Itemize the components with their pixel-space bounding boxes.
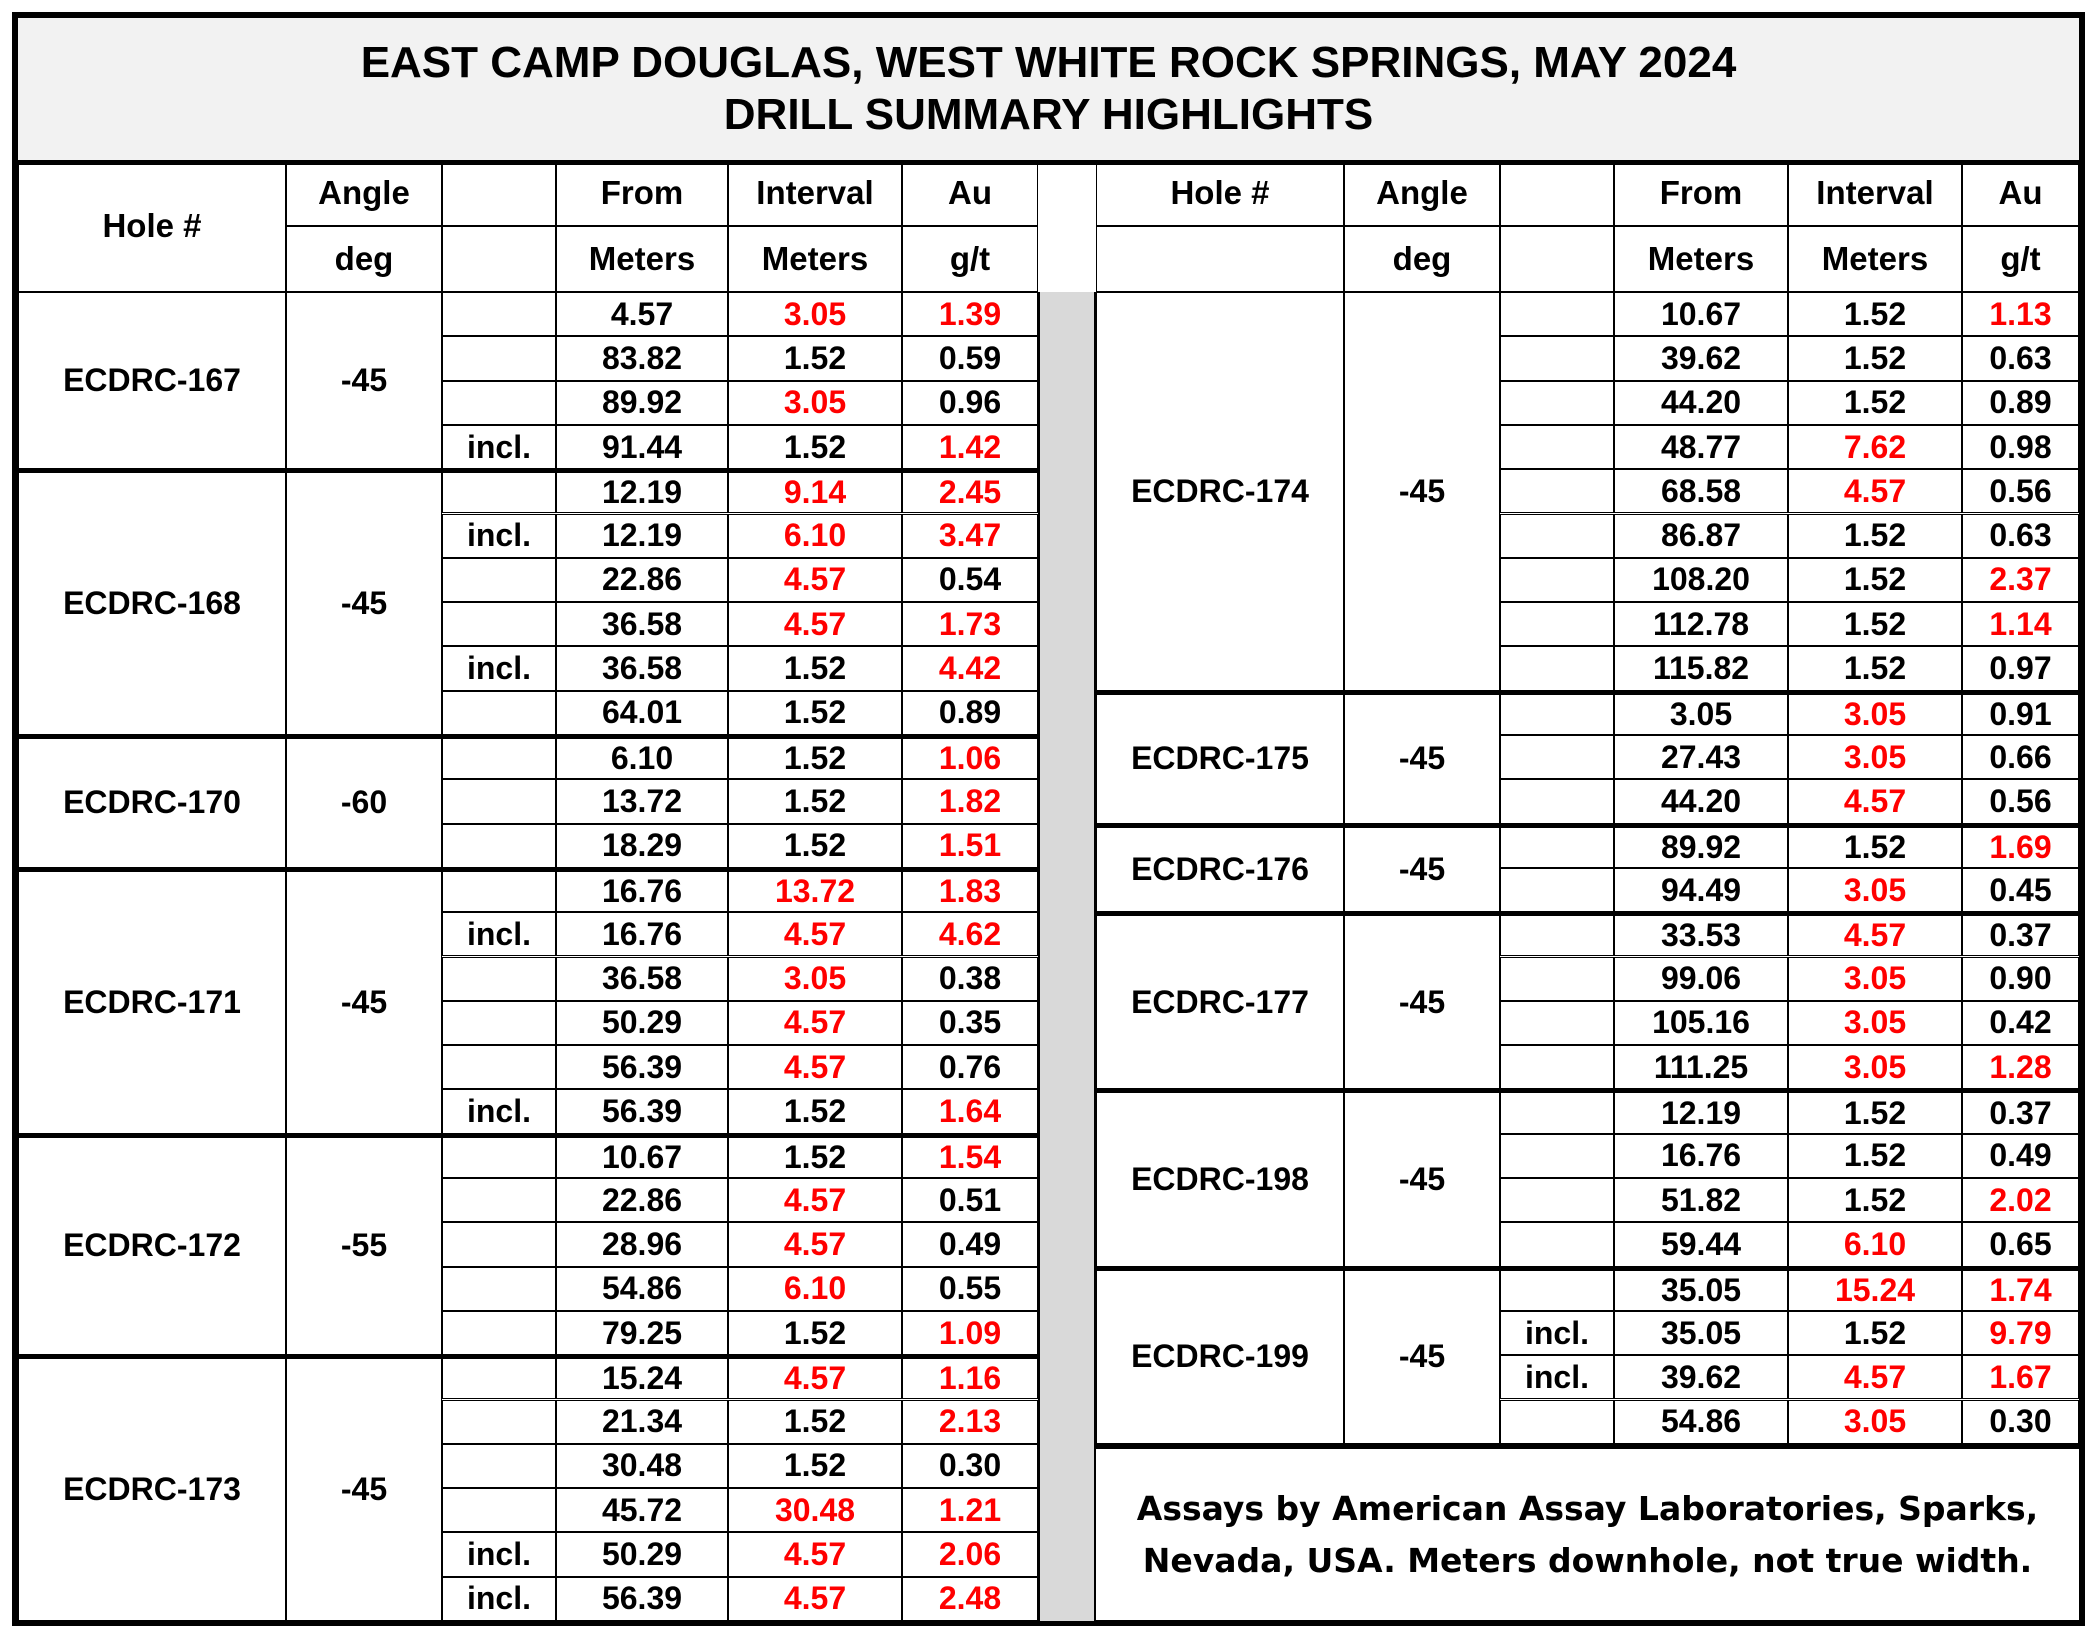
column-divider xyxy=(1038,292,1096,1621)
au-cell: 1.51 xyxy=(902,824,1038,868)
incl-cell xyxy=(442,691,556,735)
au-cell: 1.54 xyxy=(902,1134,1038,1178)
incl-cell xyxy=(1500,514,1614,558)
from-cell: 10.67 xyxy=(1614,292,1788,336)
hole-id-cell: ECDRC-174 xyxy=(1096,292,1344,691)
from-cell: 89.92 xyxy=(556,381,728,425)
interval-cell: 9.14 xyxy=(728,469,902,513)
from-cell: 13.72 xyxy=(556,779,728,823)
interval-cell: 4.57 xyxy=(728,1001,902,1045)
interval-cell: 4.57 xyxy=(728,1577,902,1621)
au-cell: 0.42 xyxy=(1962,1001,2079,1045)
hole-angle-cell: -45 xyxy=(286,292,442,469)
incl-cell xyxy=(442,1178,556,1222)
from-cell: 30.48 xyxy=(556,1444,728,1488)
note-line-2: Nevada, USA. Meters downhole, not true width. xyxy=(1142,1540,2033,1580)
from-cell: 12.19 xyxy=(556,514,728,558)
incl-cell xyxy=(1500,292,1614,336)
incl-cell xyxy=(1500,1178,1614,1222)
interval-cell: 4.57 xyxy=(728,912,902,956)
interval-cell: 1.52 xyxy=(728,1444,902,1488)
from-cell: 36.58 xyxy=(556,646,728,690)
interval-cell: 4.57 xyxy=(1788,912,1962,956)
from-cell: 115.82 xyxy=(1614,646,1788,690)
interval-cell: 4.57 xyxy=(728,1355,902,1399)
hole-angle-cell: -45 xyxy=(286,469,442,735)
incl-cell xyxy=(442,957,556,1001)
au-cell: 2.37 xyxy=(1962,558,2079,602)
incl-cell xyxy=(442,1311,556,1355)
interval-cell: 3.05 xyxy=(1788,735,1962,779)
incl-cell xyxy=(1500,336,1614,380)
from-cell: 3.05 xyxy=(1614,691,1788,735)
hole-id-cell: ECDRC-172 xyxy=(18,1134,286,1356)
incl-cell xyxy=(1500,1045,1614,1089)
from-cell: 39.62 xyxy=(1614,1355,1788,1399)
interval-cell: 1.52 xyxy=(728,779,902,823)
from-cell: 39.62 xyxy=(1614,336,1788,380)
incl-cell xyxy=(1500,868,1614,912)
from-cell: 22.86 xyxy=(556,558,728,602)
from-cell: 27.43 xyxy=(1614,735,1788,779)
incl-cell: incl. xyxy=(442,1089,556,1133)
incl-cell xyxy=(442,1355,556,1399)
interval-cell: 1.52 xyxy=(1788,336,1962,380)
from-cell: 4.57 xyxy=(556,292,728,336)
au-cell: 0.35 xyxy=(902,1001,1038,1045)
incl-cell xyxy=(1500,425,1614,469)
incl-cell: incl. xyxy=(442,1532,556,1576)
header-interval-unit: Meters xyxy=(1788,226,1962,292)
from-cell: 36.58 xyxy=(556,957,728,1001)
interval-cell: 1.52 xyxy=(728,425,902,469)
interval-cell: 13.72 xyxy=(728,868,902,912)
interval-cell: 4.57 xyxy=(728,1222,902,1266)
interval-cell: 4.57 xyxy=(728,1045,902,1089)
interval-cell: 1.52 xyxy=(728,735,902,779)
incl-cell xyxy=(442,1222,556,1266)
au-cell: 1.14 xyxy=(1962,602,2079,646)
au-cell: 0.38 xyxy=(902,957,1038,1001)
interval-cell: 3.05 xyxy=(1788,1400,1962,1444)
au-cell: 0.37 xyxy=(1962,1089,2079,1133)
interval-cell: 3.05 xyxy=(1788,1045,1962,1089)
au-cell: 1.39 xyxy=(902,292,1038,336)
from-cell: 18.29 xyxy=(556,824,728,868)
incl-cell xyxy=(442,1045,556,1089)
incl-cell: incl. xyxy=(442,1577,556,1621)
incl-cell xyxy=(1500,912,1614,956)
incl-cell xyxy=(1500,602,1614,646)
from-cell: 16.76 xyxy=(1614,1134,1788,1178)
au-cell: 0.30 xyxy=(1962,1400,2079,1444)
hole-angle-cell: -45 xyxy=(286,1355,442,1621)
interval-cell: 4.57 xyxy=(728,558,902,602)
interval-cell: 1.52 xyxy=(728,1311,902,1355)
from-cell: 91.44 xyxy=(556,425,728,469)
hole-angle-cell: -45 xyxy=(1344,691,1500,824)
incl-cell xyxy=(442,1134,556,1178)
header-au: Au xyxy=(902,160,1038,226)
interval-cell: 3.05 xyxy=(1788,957,1962,1001)
header-au: Au xyxy=(1962,160,2079,226)
au-cell: 0.76 xyxy=(902,1045,1038,1089)
hole-angle-cell: -45 xyxy=(1344,1267,1500,1444)
incl-cell xyxy=(1500,779,1614,823)
from-cell: 86.87 xyxy=(1614,514,1788,558)
header-incl-blank xyxy=(1500,226,1614,292)
incl-cell xyxy=(442,824,556,868)
interval-cell: 4.57 xyxy=(1788,779,1962,823)
note-line-1: Assays by American Assay Laboratories, Sparks, xyxy=(1136,1488,2039,1528)
interval-cell: 3.05 xyxy=(728,292,902,336)
interval-cell: 1.52 xyxy=(1788,381,1962,425)
au-cell: 1.21 xyxy=(902,1488,1038,1532)
au-cell: 3.47 xyxy=(902,514,1038,558)
incl-cell xyxy=(1500,957,1614,1001)
incl-cell: incl. xyxy=(442,912,556,956)
interval-cell: 30.48 xyxy=(728,1488,902,1532)
au-cell: 1.13 xyxy=(1962,292,2079,336)
incl-cell xyxy=(1500,558,1614,602)
interval-cell: 1.52 xyxy=(1788,558,1962,602)
au-cell: 0.30 xyxy=(902,1444,1038,1488)
incl-cell: incl. xyxy=(442,514,556,558)
header-interval-unit: Meters xyxy=(728,226,902,292)
table-title xyxy=(18,18,2079,165)
interval-cell: 1.52 xyxy=(1788,602,1962,646)
au-cell: 1.64 xyxy=(902,1089,1038,1133)
from-cell: 56.39 xyxy=(556,1045,728,1089)
from-cell: 35.05 xyxy=(1614,1267,1788,1311)
header-au-unit: g/t xyxy=(1962,226,2079,292)
interval-cell: 4.57 xyxy=(728,1178,902,1222)
interval-cell: 15.24 xyxy=(1788,1267,1962,1311)
from-cell: 35.05 xyxy=(1614,1311,1788,1355)
incl-cell xyxy=(442,1001,556,1045)
assay-note xyxy=(1096,1444,2079,1621)
incl-cell xyxy=(442,1488,556,1532)
incl-cell xyxy=(442,1267,556,1311)
interval-cell: 1.52 xyxy=(1788,1311,1962,1355)
incl-cell xyxy=(442,292,556,336)
interval-cell: 3.05 xyxy=(728,957,902,1001)
interval-cell: 1.52 xyxy=(1788,646,1962,690)
from-cell: 64.01 xyxy=(556,691,728,735)
interval-cell: 3.05 xyxy=(1788,1001,1962,1045)
from-cell: 56.39 xyxy=(556,1089,728,1133)
au-cell: 0.91 xyxy=(1962,691,2079,735)
incl-cell xyxy=(1500,1001,1614,1045)
interval-cell: 4.57 xyxy=(1788,469,1962,513)
from-cell: 68.58 xyxy=(1614,469,1788,513)
header-incl-blank xyxy=(442,160,556,226)
from-cell: 21.34 xyxy=(556,1400,728,1444)
interval-cell: 1.52 xyxy=(1788,514,1962,558)
au-cell: 0.51 xyxy=(902,1178,1038,1222)
header-au-unit: g/t xyxy=(902,226,1038,292)
from-cell: 99.06 xyxy=(1614,957,1788,1001)
incl-cell xyxy=(442,381,556,425)
from-cell: 111.25 xyxy=(1614,1045,1788,1089)
incl-cell xyxy=(442,1444,556,1488)
interval-cell: 3.05 xyxy=(728,381,902,425)
header-hole: Hole # xyxy=(18,160,286,292)
au-cell: 2.48 xyxy=(902,1577,1038,1621)
interval-cell: 1.52 xyxy=(728,646,902,690)
au-cell: 0.49 xyxy=(1962,1134,2079,1178)
from-cell: 12.19 xyxy=(556,469,728,513)
from-cell: 15.24 xyxy=(556,1355,728,1399)
hole-id-cell: ECDRC-171 xyxy=(18,868,286,1134)
from-cell: 6.10 xyxy=(556,735,728,779)
hole-id-cell: ECDRC-176 xyxy=(1096,824,1344,913)
from-cell: 50.29 xyxy=(556,1532,728,1576)
au-cell: 0.65 xyxy=(1962,1222,2079,1266)
incl-cell: incl. xyxy=(1500,1355,1614,1399)
incl-cell xyxy=(442,469,556,513)
au-cell: 1.82 xyxy=(902,779,1038,823)
au-cell: 1.16 xyxy=(902,1355,1038,1399)
from-cell: 44.20 xyxy=(1614,381,1788,425)
from-cell: 79.25 xyxy=(556,1311,728,1355)
interval-cell: 6.10 xyxy=(728,1267,902,1311)
drill-summary-table xyxy=(12,12,2085,1626)
incl-cell xyxy=(442,1400,556,1444)
incl-cell xyxy=(1500,469,1614,513)
from-cell: 59.44 xyxy=(1614,1222,1788,1266)
incl-cell xyxy=(1500,381,1614,425)
au-cell: 0.54 xyxy=(902,558,1038,602)
title-line-2: DRILL SUMMARY HIGHLIGHTS xyxy=(723,90,1374,139)
au-cell: 0.63 xyxy=(1962,336,2079,380)
au-cell: 1.69 xyxy=(1962,824,2079,868)
hole-id-cell: ECDRC-199 xyxy=(1096,1267,1344,1444)
hole-id-cell: ECDRC-167 xyxy=(18,292,286,469)
interval-cell: 1.52 xyxy=(728,1400,902,1444)
au-cell: 1.42 xyxy=(902,425,1038,469)
au-cell: 1.83 xyxy=(902,868,1038,912)
interval-cell: 7.62 xyxy=(1788,425,1962,469)
interval-cell: 4.57 xyxy=(1788,1355,1962,1399)
hole-angle-cell: -45 xyxy=(286,868,442,1134)
au-cell: 2.06 xyxy=(902,1532,1038,1576)
au-cell: 0.56 xyxy=(1962,469,2079,513)
hole-angle-cell: -45 xyxy=(1344,824,1500,913)
au-cell: 0.49 xyxy=(902,1222,1038,1266)
au-cell: 0.98 xyxy=(1962,425,2079,469)
header-hole: Hole # xyxy=(1096,160,1344,226)
interval-cell: 1.52 xyxy=(728,1134,902,1178)
au-cell: 0.66 xyxy=(1962,735,2079,779)
interval-cell: 1.52 xyxy=(728,691,902,735)
header-from: From xyxy=(556,160,728,226)
incl-cell: incl. xyxy=(1500,1311,1614,1355)
au-cell: 0.55 xyxy=(902,1267,1038,1311)
au-cell: 0.97 xyxy=(1962,646,2079,690)
interval-cell: 1.52 xyxy=(728,336,902,380)
interval-cell: 1.52 xyxy=(1788,824,1962,868)
header-from-unit: Meters xyxy=(556,226,728,292)
header-angle-unit: deg xyxy=(286,226,442,292)
incl-cell: incl. xyxy=(442,646,556,690)
from-cell: 44.20 xyxy=(1614,779,1788,823)
au-cell: 4.62 xyxy=(902,912,1038,956)
au-cell: 0.90 xyxy=(1962,957,2079,1001)
au-cell: 1.09 xyxy=(902,1311,1038,1355)
interval-cell: 4.57 xyxy=(728,1532,902,1576)
from-cell: 22.86 xyxy=(556,1178,728,1222)
from-cell: 16.76 xyxy=(556,912,728,956)
interval-cell: 6.10 xyxy=(1788,1222,1962,1266)
incl-cell xyxy=(442,336,556,380)
header-angle-unit: deg xyxy=(1344,226,1500,292)
incl-cell xyxy=(1500,646,1614,690)
hole-id-cell: ECDRC-168 xyxy=(18,469,286,735)
au-cell: 1.06 xyxy=(902,735,1038,779)
hole-angle-cell: -45 xyxy=(1344,912,1500,1089)
interval-cell: 4.57 xyxy=(728,602,902,646)
incl-cell xyxy=(1500,691,1614,735)
au-cell: 4.42 xyxy=(902,646,1038,690)
incl-cell xyxy=(442,602,556,646)
title-line-1: EAST CAMP DOUGLAS, WEST WHITE ROCK SPRINGS, MAY 2024 xyxy=(360,38,1737,87)
from-cell: 108.20 xyxy=(1614,558,1788,602)
au-cell: 0.45 xyxy=(1962,868,2079,912)
header-angle: Angle xyxy=(1344,160,1500,226)
au-cell: 1.74 xyxy=(1962,1267,2079,1311)
from-cell: 10.67 xyxy=(556,1134,728,1178)
from-cell: 33.53 xyxy=(1614,912,1788,956)
incl-cell xyxy=(442,558,556,602)
from-cell: 51.82 xyxy=(1614,1178,1788,1222)
hole-angle-cell: -60 xyxy=(286,735,442,868)
incl-cell xyxy=(1500,1400,1614,1444)
from-cell: 28.96 xyxy=(556,1222,728,1266)
au-cell: 1.28 xyxy=(1962,1045,2079,1089)
header-from-unit: Meters xyxy=(1614,226,1788,292)
incl-cell xyxy=(442,779,556,823)
from-cell: 45.72 xyxy=(556,1488,728,1532)
hole-angle-cell: -45 xyxy=(1344,292,1500,691)
from-cell: 16.76 xyxy=(556,868,728,912)
header-incl-blank xyxy=(442,226,556,292)
incl-cell xyxy=(442,735,556,779)
header-from: From xyxy=(1614,160,1788,226)
from-cell: 83.82 xyxy=(556,336,728,380)
from-cell: 48.77 xyxy=(1614,425,1788,469)
au-cell: 2.13 xyxy=(902,1400,1038,1444)
incl-cell xyxy=(1500,1222,1614,1266)
au-cell: 1.73 xyxy=(902,602,1038,646)
au-cell: 0.59 xyxy=(902,336,1038,380)
incl-cell xyxy=(1500,824,1614,868)
interval-cell: 3.05 xyxy=(1788,691,1962,735)
incl-cell xyxy=(1500,735,1614,779)
au-cell: 0.63 xyxy=(1962,514,2079,558)
hole-id-cell: ECDRC-170 xyxy=(18,735,286,868)
from-cell: 50.29 xyxy=(556,1001,728,1045)
au-cell: 0.56 xyxy=(1962,779,2079,823)
incl-cell xyxy=(1500,1089,1614,1133)
interval-cell: 1.52 xyxy=(728,824,902,868)
interval-cell: 1.52 xyxy=(1788,292,1962,336)
from-cell: 12.19 xyxy=(1614,1089,1788,1133)
incl-cell: incl. xyxy=(442,425,556,469)
interval-cell: 1.52 xyxy=(728,1089,902,1133)
interval-cell: 1.52 xyxy=(1788,1178,1962,1222)
hole-id-cell: ECDRC-173 xyxy=(18,1355,286,1621)
header-interval: Interval xyxy=(1788,160,1962,226)
incl-cell xyxy=(442,868,556,912)
au-cell: 0.37 xyxy=(1962,912,2079,956)
au-cell: 1.67 xyxy=(1962,1355,2079,1399)
interval-cell: 6.10 xyxy=(728,514,902,558)
hole-id-cell: ECDRC-198 xyxy=(1096,1089,1344,1266)
incl-cell xyxy=(1500,1134,1614,1178)
hole-angle-cell: -55 xyxy=(286,1134,442,1356)
from-cell: 94.49 xyxy=(1614,868,1788,912)
hole-id-cell: ECDRC-177 xyxy=(1096,912,1344,1089)
au-cell: 2.45 xyxy=(902,469,1038,513)
header-angle: Angle xyxy=(286,160,442,226)
from-cell: 54.86 xyxy=(1614,1400,1788,1444)
hole-id-cell: ECDRC-175 xyxy=(1096,691,1344,824)
from-cell: 56.39 xyxy=(556,1577,728,1621)
from-cell: 54.86 xyxy=(556,1267,728,1311)
from-cell: 112.78 xyxy=(1614,602,1788,646)
interval-cell: 1.52 xyxy=(1788,1089,1962,1133)
incl-cell xyxy=(1500,1267,1614,1311)
header-interval: Interval xyxy=(728,160,902,226)
header-incl-blank xyxy=(1500,160,1614,226)
from-cell: 105.16 xyxy=(1614,1001,1788,1045)
from-cell: 36.58 xyxy=(556,602,728,646)
au-cell: 0.89 xyxy=(1962,381,2079,425)
interval-cell: 3.05 xyxy=(1788,868,1962,912)
au-cell: 9.79 xyxy=(1962,1311,2079,1355)
hole-angle-cell: -45 xyxy=(1344,1089,1500,1266)
au-cell: 0.96 xyxy=(902,381,1038,425)
au-cell: 0.89 xyxy=(902,691,1038,735)
au-cell: 2.02 xyxy=(1962,1178,2079,1222)
header-hole-blank xyxy=(1096,226,1344,292)
from-cell: 89.92 xyxy=(1614,824,1788,868)
interval-cell: 1.52 xyxy=(1788,1134,1962,1178)
